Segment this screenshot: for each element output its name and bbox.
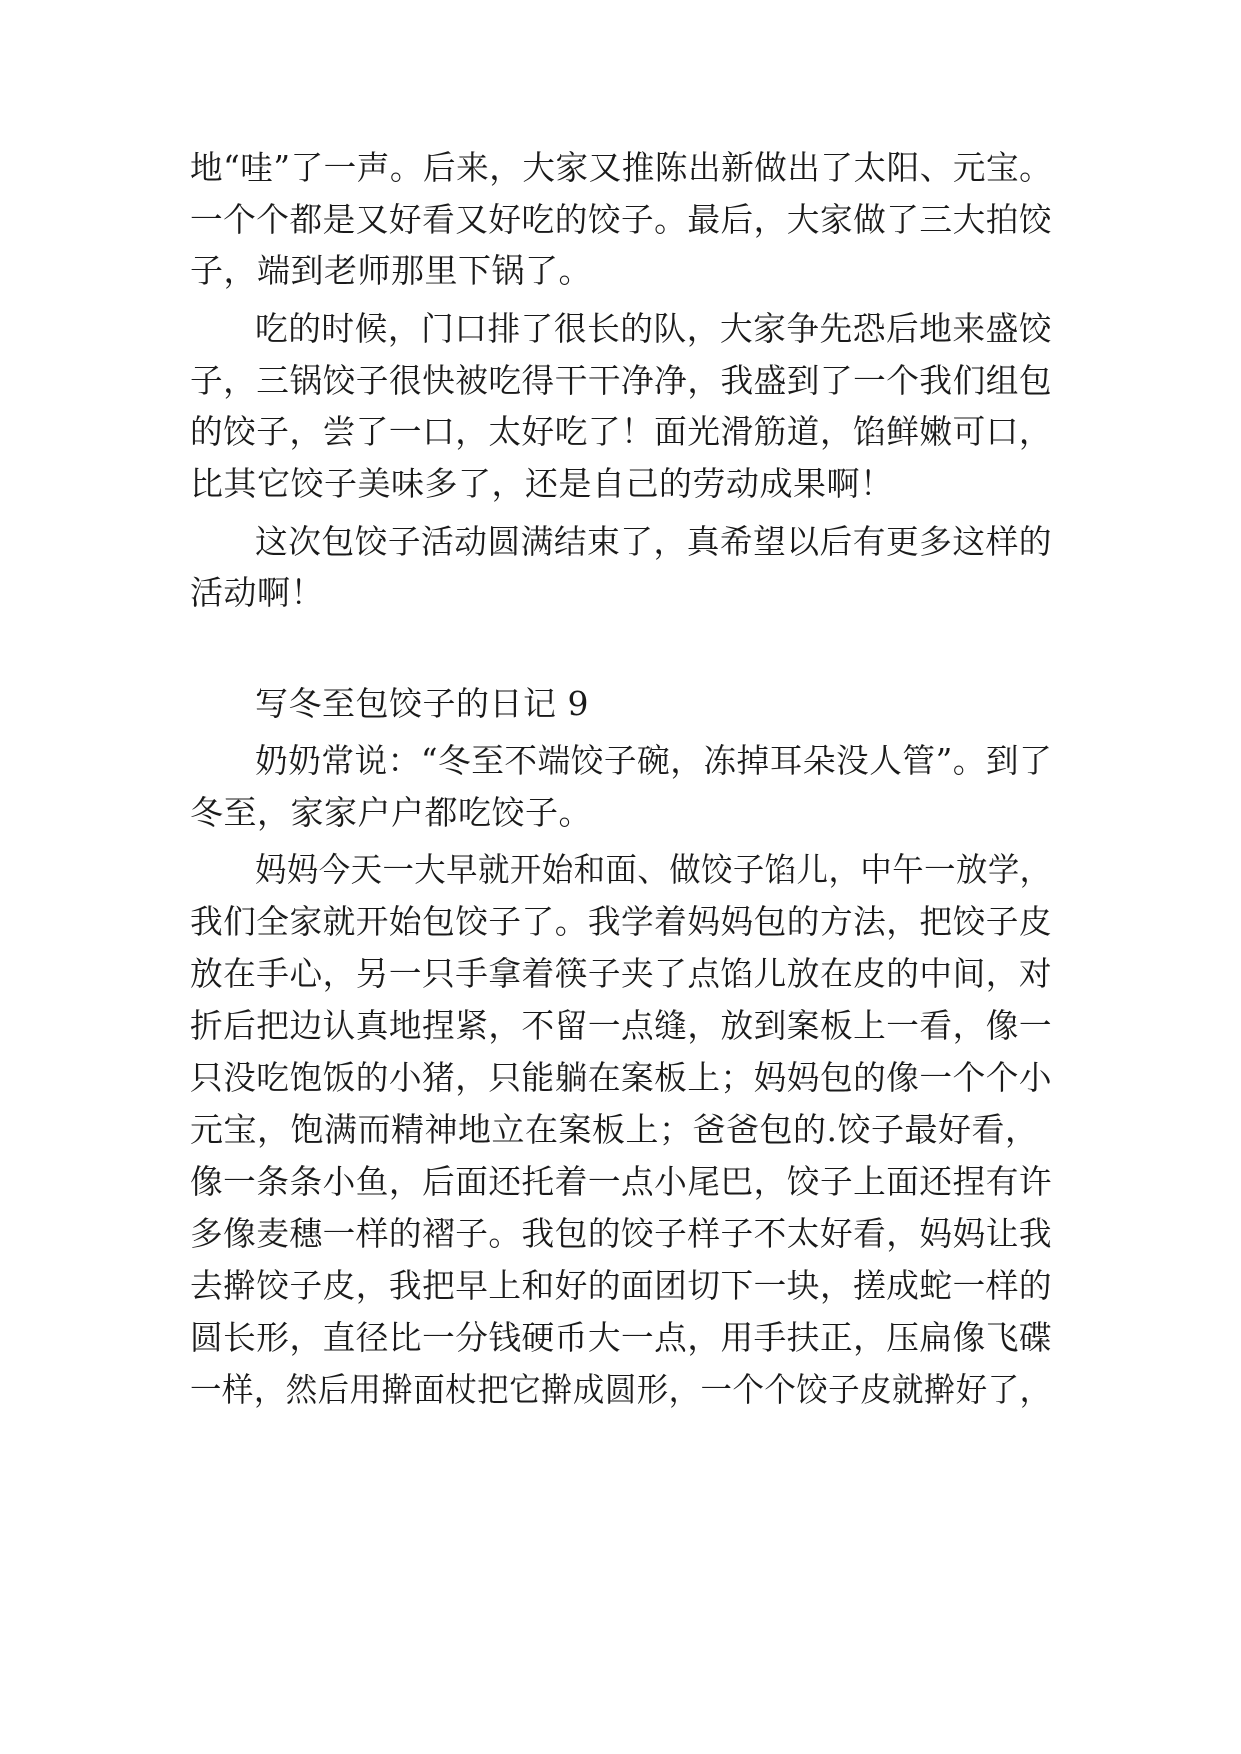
text-line: 折后把边认真地捏紧，不留一点缝，放到案板上一看，像一 — [190, 1006, 1053, 1045]
text-line: 子，端到老师那里下锅了。 — [190, 251, 592, 290]
text-line: 像一条条小鱼，后面还托着一点小尾巴，饺子上面还捏有许 — [190, 1162, 1053, 1201]
text-line: 活动啊！ — [190, 573, 324, 612]
text-line: 一个个都是又好看又好吃的饺子。最后，大家做了三大拍饺 — [190, 200, 1053, 239]
text-line: 元宝，饱满而精神地立在案板上；爸爸包的.饺子最好看， — [190, 1110, 1039, 1149]
text-line: 冬至，家家户户都吃饺子。 — [190, 793, 592, 832]
text-line: 吃的时候，门口排了很长的队，大家争先恐后地来盛饺 — [255, 309, 1053, 348]
text-line: 子，三锅饺子很快被吃得干干净净，我盛到了一个我们组包 — [190, 361, 1053, 400]
text-line: 去擀饺子皮，我把早上和好的面团切下一块，搓成蛇一样的 — [190, 1266, 1053, 1305]
text-line: 只没吃饱饭的小猪，只能躺在案板上；妈妈包的像一个个小 — [190, 1058, 1053, 1097]
text-line: 多像麦穗一样的褶子。我包的饺子样子不太好看，妈妈让我 — [190, 1214, 1053, 1253]
text-line: 圆长形，直径比一分钱硬币大一点，用手扶正，压扁像飞碟 — [190, 1318, 1053, 1357]
text-line: 比其它饺子美味多了，还是自己的劳动成果啊！ — [190, 464, 894, 503]
text-line: 一样，然后用擀面杖把它擀成圆形，一个个饺子皮就擀好了， — [190, 1370, 1052, 1409]
section-heading: 写冬至包饺子的日记 9 — [255, 684, 589, 723]
text-line: 这次包饺子活动圆满结束了，真希望以后有更多这样的 — [255, 522, 1053, 561]
text-line: 地“哇”了一声。后来，大家又推陈出新做出了太阳、元宝。 — [190, 148, 1053, 187]
text-line: 奶奶常说：“冬至不端饺子碗，冻掉耳朵没人管”。到了 — [255, 741, 1053, 780]
text-line: 我们全家就开始包饺子了。我学着妈妈包的方法，把饺子皮 — [190, 902, 1053, 941]
text-line: 放在手心，另一只手拿着筷子夹了点馅儿放在皮的中间，对 — [190, 954, 1053, 993]
text-line: 妈妈今天一大早就开始和面、做饺子馅儿，中午一放学， — [255, 850, 1052, 889]
text-line: 的饺子，尝了一口，太好吃了！面光滑筋道，馅鲜嫩可口， — [190, 412, 1053, 451]
